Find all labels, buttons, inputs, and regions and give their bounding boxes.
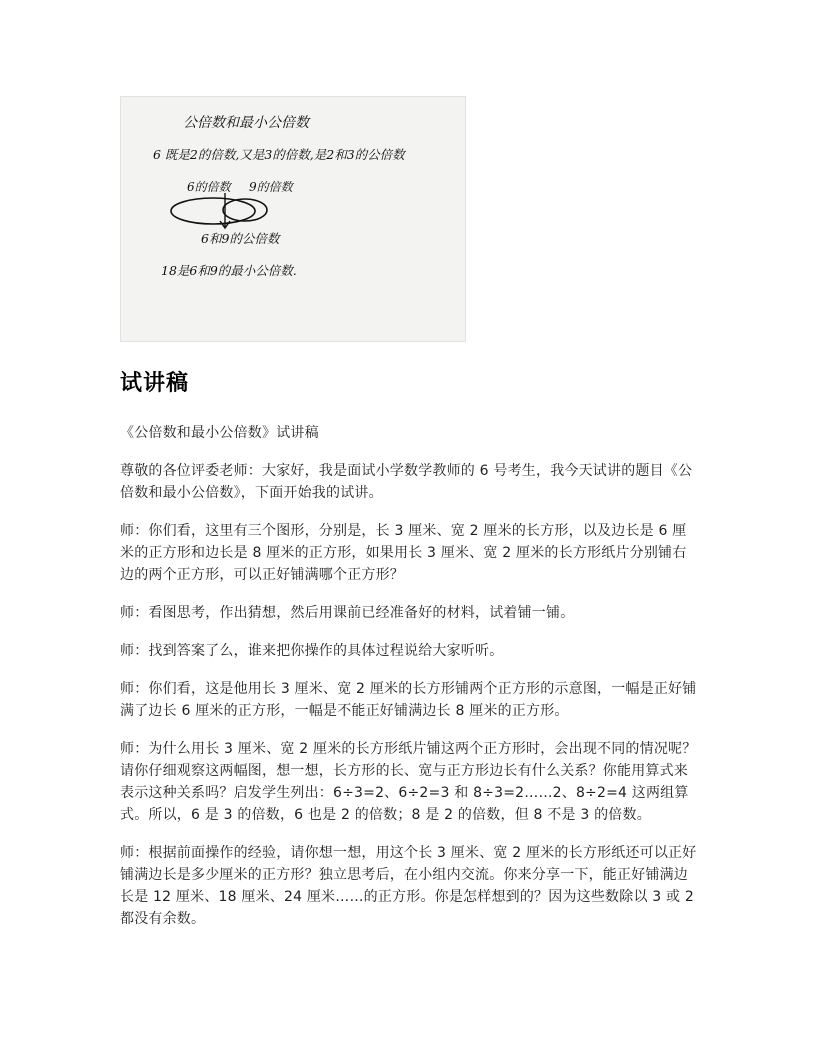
paragraph-why: 师：为什么用长 3 厘米、宽 2 厘米的长方形纸片铺这两个正方形时，会出现不同的情况呢？请你仔细观察这两幅图，想一想，长方形的长、宽与正方形边长有什么关系？你能用算式来表示这种关系吗？启发学生列出：6÷3=2、6÷2=3 和 8÷3=2……2、8÷2=4 这两组算式。所以，6 是 3 的倍数，6 也是 2 的倍数；8 是 2 的倍数，但 8 不是 3 的倍数。 [120, 741, 697, 823]
photo-label-9-multiples: 9的倍数 [249, 180, 293, 194]
photo-common-multiples: 6和9的公倍数 [201, 231, 280, 246]
venn-circle-left [171, 198, 255, 224]
paragraph-greeting: 尊敬的各位评委老师：大家好，我是面试小学数学教师的 6 号考生，我今天试讲的题目《公倍数和最小公倍数》，下面开始我的试讲。 [120, 463, 693, 501]
paragraph-doc-title: 《公倍数和最小公倍数》试讲稿 [120, 425, 319, 441]
paragraph-shapes: 师：你们看，这里有三个图形，分别是，长 3 厘米、宽 2 厘米的长方形，以及边长是 6 厘米的正方形和边长是 8 厘米的正方形，如果用长 3 厘米、宽 2 厘米的长方形纸片分别铺右边的两个正方形，可以正好铺满哪个正方形？ [120, 523, 687, 583]
photo-line-last: 18是6和9的最小公倍数. [161, 263, 297, 278]
page-heading: 试讲稿 [120, 371, 190, 396]
paragraph-experience: 师：根据前面操作的经验，请你想一想，用这个长 3 厘米、宽 2 厘米的长方形纸还可以正好铺满边长是多少厘米的正方形？独立思考后，在小组内交流。你来分享一下，能正好铺满边长是 12 厘米、18 厘米、24 厘米……的正方形。你是怎样想到的？因为这些数除以 3 或 2 都没有余数。 [120, 845, 697, 927]
paragraph-diagram: 师：你们看，这是他用长 3 厘米、宽 2 厘米的长方形铺两个正方形的示意图，一幅是正好铺满了边长 6 厘米的正方形，一幅是不能正好铺满边长 8 厘米的正方形。 [120, 681, 697, 719]
photo-title: 公倍数和最小公倍数 [183, 115, 309, 131]
handwritten-notes-photo [120, 96, 466, 342]
document-body [120, 422, 700, 946]
paragraph-think: 师：看图思考，作出猜想，然后用课前已经准备好的材料，试着铺一铺。 [120, 605, 575, 621]
handwritten-notes-drawing [121, 97, 465, 341]
photo-label-6-multiples: 6的倍数 [187, 180, 231, 194]
photo-line-1: 6 既是2的倍数,又是3的倍数,是2和3的公倍数 [153, 147, 405, 162]
paragraph-answer: 师：找到答案了么，谁来把你操作的具体过程说给大家听听。 [120, 643, 504, 659]
